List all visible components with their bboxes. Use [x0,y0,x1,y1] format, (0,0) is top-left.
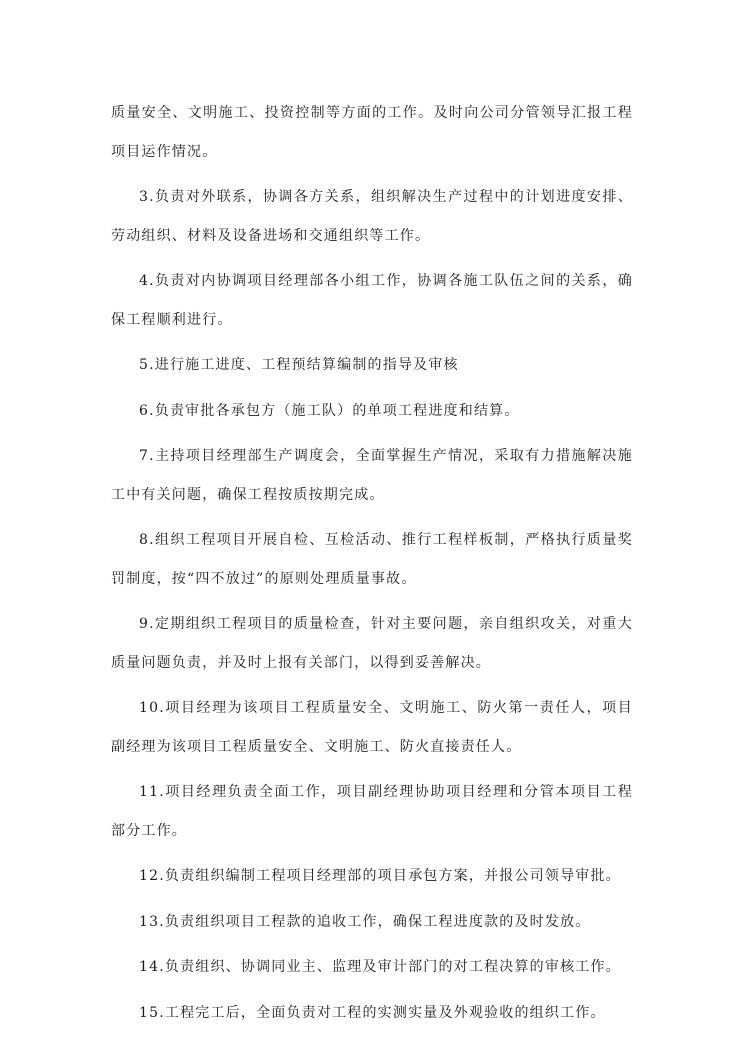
paragraph-item-14: 14.负责组织、协调同业主、监理及审计部门的对工程决算的审核工作。 [139,959,621,975]
paragraph-item-13: 13.负责组织项目工程款的追收工作，确保工程进度款的及时发放。 [139,913,591,930]
paragraph-item-8: 8.组织工程项目开展自检、互检活动、推行工程样板制，严格执行质量奖罚制度，按“四不放过”的原则处理质量事故。 [111,532,633,587]
paragraph-item-4: 4.负责对内协调项目经理部各小组工作，协调各施工队伍之间的关系，确保工程顺利进行。 [111,273,633,328]
paragraph-item-15: 15.工程完工后，全面负责对工程的实测实量及外观验收的组织工作。 [139,1004,606,1021]
paragraph-continuation: 质量安全、文明施工、投资控制等方面的工作。及时向公司分管领导汇报工程项目运作情况。 [111,105,633,160]
paragraph-item-10: 10.项目经理为该项目工程质量安全、文明施工、防火第一责任人，项目副经理为该项目工程质量安全、文明施工、防火直接责任人。 [111,700,633,755]
paragraph-item-3: 3.负责对外联系，协调各方关系，组织解决生产过程中的计划进度安排、劳动组织、材料及设备进场和交通组织等工作。 [111,189,633,244]
paragraph-item-6: 6.负责审批各承包方（施工队）的单项工程进度和结算。 [139,402,520,419]
paragraph-item-9: 9.定期组织工程项目的质量检查，针对主要问题，亲自组织攻关，对重大质量问题负责，并及时上报有关部门，以得到妥善解决。 [111,616,633,671]
paragraph-item-11: 11.项目经理负责全面工作，项目副经理协助项目经理和分管本项目工程部分工作。 [111,784,633,839]
paragraph-item-7: 7.主持项目经理部生产调度会，全面掌握生产情况，采取有力措施解决施工中有关问题，确保工程按质按期完成。 [111,448,633,503]
document-body [111,94,633,1039]
paragraph-item-12: 12.负责组织编制工程项目经理部的项目承包方案，并报公司领导审批。 [139,868,621,884]
paragraph-item-5: 5.进行施工进度、工程预结算编制的指导及审核 [139,357,459,373]
